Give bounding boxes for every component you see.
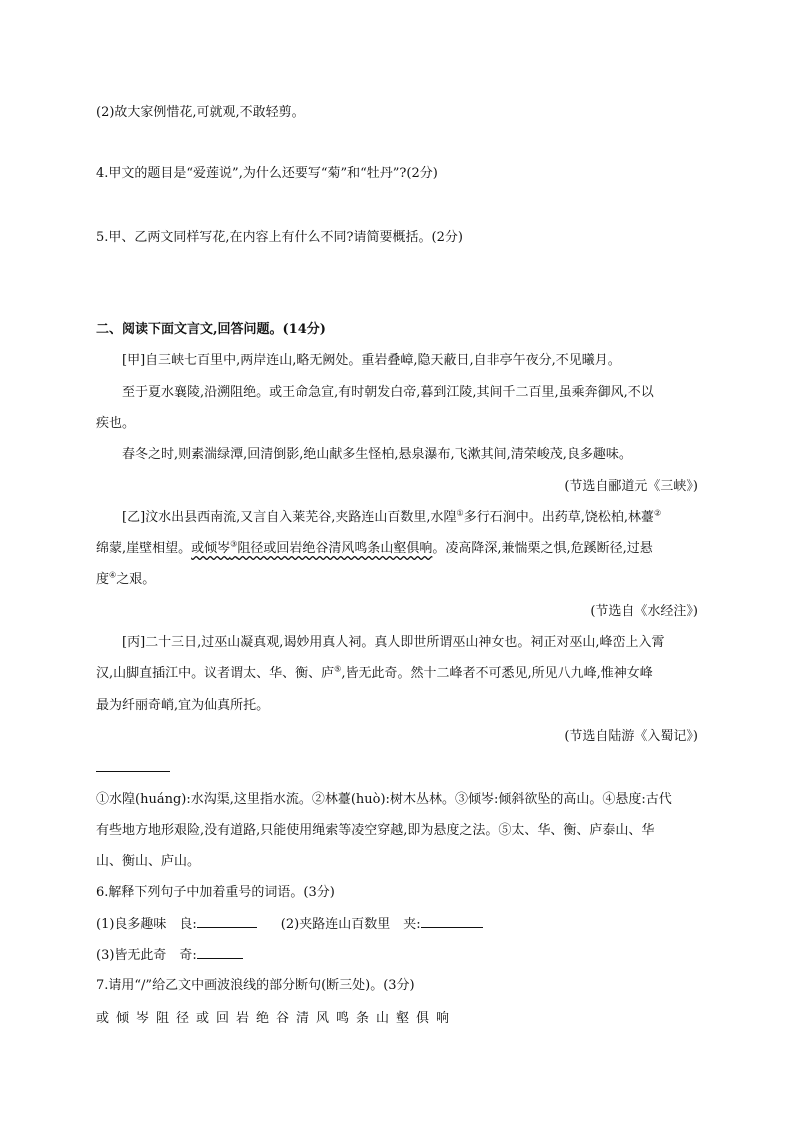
passage-yi-text: 之艰。 [116, 572, 156, 587]
question-6-items-row-2 [96, 946, 243, 965]
passage-yi-l2 [96, 540, 653, 558]
source-jia: (节选自郦道元《三峡》) [564, 479, 698, 494]
source-bing: (节选自陆游《入蜀记》) [564, 729, 698, 744]
footnote-divider [96, 771, 170, 772]
passage-jia-p1: [甲]自三峡七百里中,两岸连山,略无阙处。重岩叠嶂,隐天蔽日,自非亭午夜分,不见曦月。 [122, 353, 621, 368]
question-5: 5.甲、乙两文同样写花,在内容上有什么不同?请简要概括。(2分) [96, 230, 463, 245]
question-6-item-1: (1)良多趣味 良: [96, 917, 197, 932]
wavy-text-part: 阻径或回岩绝谷清风鸣条山壑俱响 [237, 541, 433, 556]
answer-blank-1[interactable] [197, 915, 257, 928]
passage-jia-p2: 至于夏水襄陵,沿溯阻绝。或王命急宣,有时朝发白帝,暮到江陵,其间千二百里,虽乘奔御风,不以 [122, 385, 654, 400]
passage-yi-text: 。凌高降深,兼惴栗之惧,危蹊断径,过悬 [432, 541, 653, 556]
passage-jia-p3: 春冬之时,则素湍绿潭,回清倒影,绝山献多生怪柏,悬泉瀑布,飞漱其间,清荣峻茂,良多趣味。 [122, 447, 632, 462]
answer-line-2: (2)故大家例惜花,可就观,不敢轻剪。 [96, 105, 305, 120]
answer-blank-3[interactable] [197, 946, 243, 959]
passage-bing-text: 汉,山脚直插江中。议者谓太、华、衡、庐 [96, 666, 335, 681]
wavy-underlined-text [191, 541, 432, 556]
footnote-line-2: 有些地方地形艰险,没有道路,只能使用绳索等凌空穿越,即为悬度之法。⑤太、华、衡、庐泰山、华 [96, 823, 655, 838]
passage-yi-text: 多行石涧中。出药草,饶松柏,林薹 [463, 510, 654, 525]
question-7: 7.请用“/”给乙文中画波浪线的部分断句(断三处)。(3分) [96, 978, 415, 993]
passage-bing-l2 [96, 665, 653, 683]
answer-blank-2[interactable] [421, 915, 483, 928]
punctuation-sentence: 或倾岑阻径或回岩绝谷清风鸣条山壑俱响 [96, 1011, 457, 1026]
footnote-line-3: 山、衡山、庐山。 [96, 854, 201, 869]
passage-yi-text: 绵蒙,崖壁相望。 [96, 541, 192, 556]
wavy-text-part: 或倾岑 [191, 541, 231, 556]
footnote-marker: ④ [109, 570, 117, 580]
footnote-marker: ③ [230, 539, 238, 549]
passage-bing-text: ,皆无此奇。然十二峰者不可悉见,所见八九峰,惟神女峰 [341, 666, 653, 681]
question-6-items-row [96, 915, 483, 934]
question-6-item-3: (3)皆无此奇 奇: [96, 948, 197, 963]
passage-yi-l1 [122, 509, 661, 527]
footnote-marker: ⑤ [334, 664, 342, 674]
source-yi: (节选自《水经注》) [590, 604, 698, 619]
passage-bing-l1: [丙]二十三日,过巫山凝真观,谒妙用真人祠。真人即世所谓巫山神女也。祠正对巫山,峰峦上入霄 [122, 635, 665, 650]
footnote-marker: ② [653, 508, 662, 518]
footnote-line-1: ①水隍(huáng):水沟渠,这里指水流。②林薹(huò):树木丛林。③倾岑:倾斜欲坠的高山。④悬度:古代 [96, 792, 672, 807]
passage-yi-text: 度 [96, 572, 110, 587]
section-2-heading: 二、阅读下面文言文,回答问题。(14分) [96, 322, 326, 337]
passage-yi-text: [乙]汶水出县西南流,又言自入莱芜谷,夹路连山百数里,水隍 [122, 510, 457, 525]
question-6-item-2: (2)夹路连山百数里 夹: [280, 917, 421, 932]
passage-jia-p2-cont: 疾也。 [96, 416, 136, 431]
question-6: 6.解释下列句子中加着重号的词语。(3分) [96, 885, 335, 900]
passage-bing-l3: 最为纤丽奇峭,宜为仙真所托。 [96, 698, 270, 713]
passage-yi-l3 [96, 571, 155, 589]
footnote-marker: ① [456, 508, 464, 518]
question-4: 4.甲文的题目是“爱莲说”,为什么还要写“菊”和“牡丹”?(2分) [96, 166, 438, 181]
